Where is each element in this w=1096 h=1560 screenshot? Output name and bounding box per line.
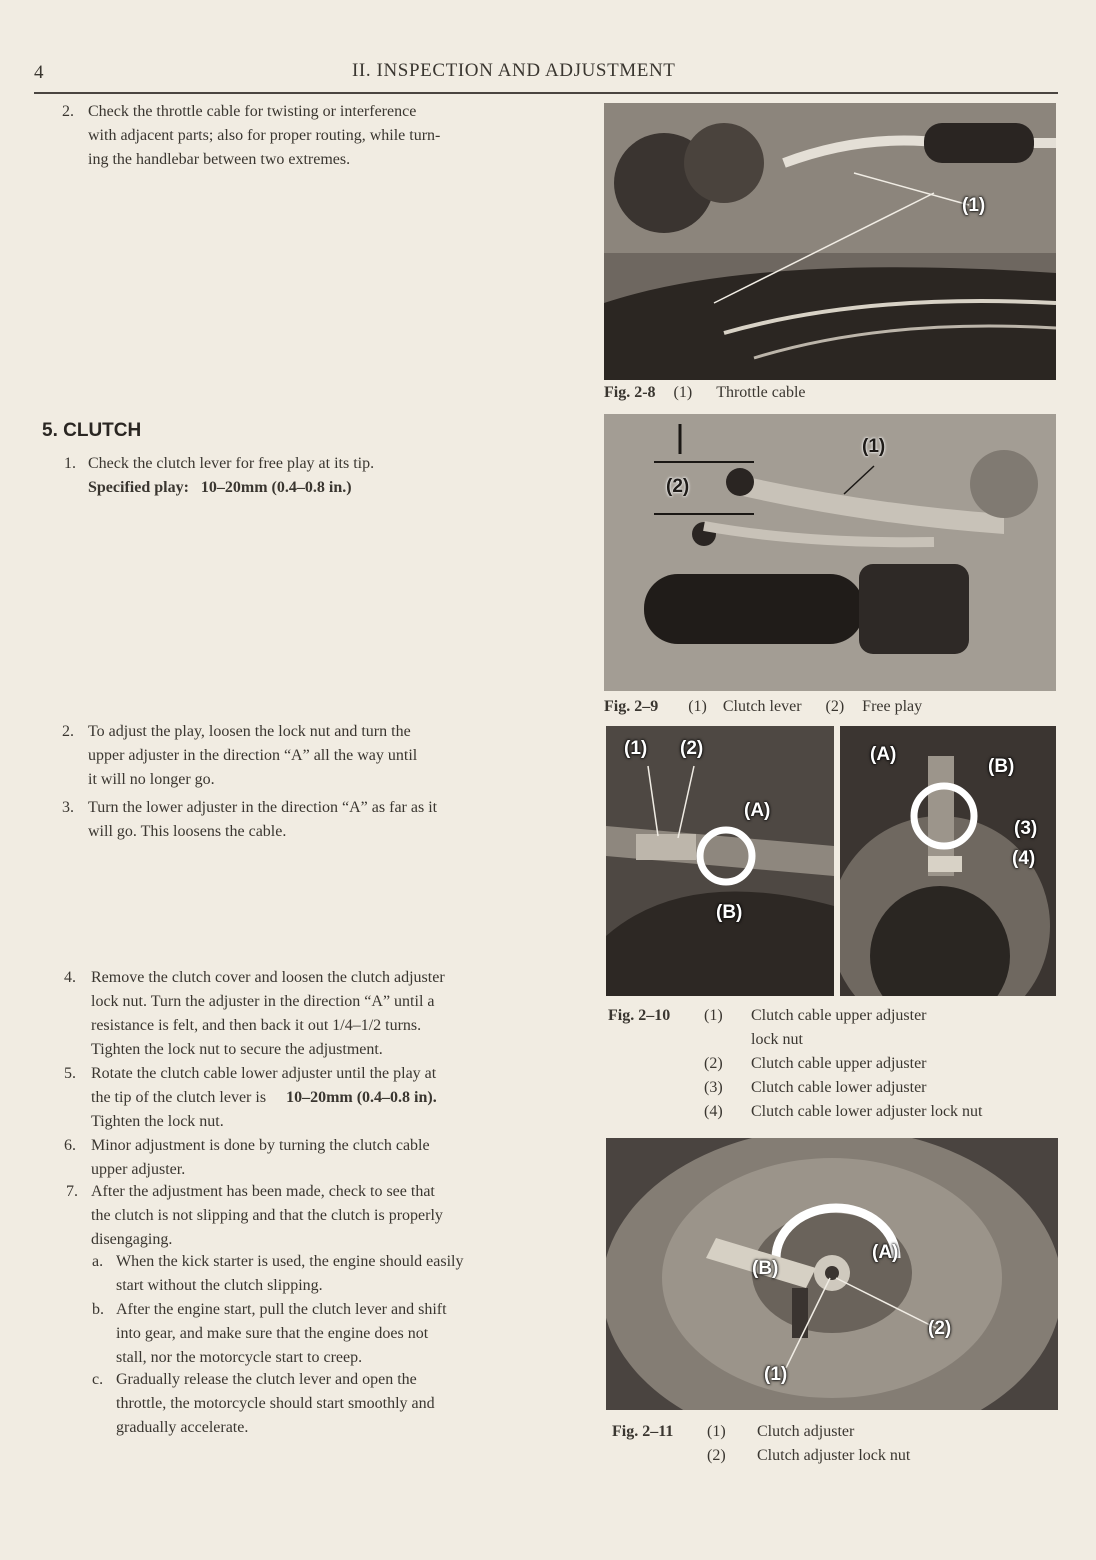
step-4-text [91, 966, 546, 1062]
text-line: After the adjustment has been made, check to see that [91, 1183, 435, 1200]
callout-label: (1) [962, 195, 986, 216]
step-6-text [91, 1134, 546, 1182]
text-line: lock nut. Turn the adjuster in the direction “A” until a [91, 993, 435, 1010]
callout-label: (B) [988, 756, 1015, 777]
callout-label: (1) [624, 738, 648, 759]
caption-item-text: Clutch cable lower adjuster [751, 1079, 927, 1096]
photo-clutch-adjuster-drawing [606, 1138, 1058, 1410]
caption-item-number: (4) [704, 1103, 723, 1120]
callout-label: (1) [862, 436, 886, 457]
callout-label: (A) [870, 744, 897, 765]
caption-item-number: (2) [825, 698, 845, 715]
text-line: Minor adjustment is done by turning the clutch cable [91, 1137, 430, 1154]
caption-fig-2-8 [604, 381, 806, 405]
step-2-text [88, 720, 543, 792]
callout-label: (2) [928, 1318, 952, 1339]
step-7-number: 7. [66, 1183, 78, 1200]
sub-a-text [116, 1250, 546, 1298]
spec-value: 10–20mm (0.4–0.8 in.) [200, 479, 352, 496]
sub-a-letter: a. [92, 1253, 104, 1270]
section-title: 5. CLUTCH [42, 420, 142, 441]
caption-item-number: (1) [707, 1423, 726, 1440]
photo-clutch-lever [604, 414, 1056, 691]
figure-number: Fig. 2–10 [608, 1007, 671, 1024]
step-1-text [88, 452, 543, 500]
header-rule [34, 92, 1058, 94]
step-2-number: 2. [62, 723, 74, 740]
caption-item-text: Clutch adjuster [757, 1423, 855, 1440]
callout-label: (A) [872, 1242, 899, 1263]
step-3-number: 3. [62, 799, 74, 816]
text-line: upper adjuster in the direction “A” all the way until [88, 747, 418, 764]
text-line: upper adjuster. [91, 1161, 186, 1178]
spec-label: Specified play: [88, 479, 189, 496]
spec-line [88, 476, 543, 500]
text-line: it will no longer go. [88, 771, 215, 788]
text-line: resistance is felt, and then back it out 1/4–1/2 turns. [91, 1017, 422, 1034]
text-line: When the kick starter is used, the engine should easily [116, 1253, 464, 1270]
photo-clutch-lever-drawing [604, 414, 1056, 691]
photo-upper-adjuster-drawing [606, 726, 834, 996]
figure-number: Fig. 2–9 [604, 698, 659, 715]
text-line: Turn the lower adjuster in the direction “A” as far as it [88, 799, 438, 816]
text-line: throttle, the motorcycle should start smoothly and [116, 1395, 435, 1412]
caption-item-text: Clutch lever [722, 698, 802, 715]
caption-item-text: Clutch cable upper adjuster [751, 1055, 927, 1072]
caption-item-number: (1) [688, 698, 707, 715]
caption-item-text: Clutch cable lower adjuster lock nut [751, 1103, 983, 1120]
running-head: II. INSPECTION AND ADJUSTMENT [352, 60, 676, 81]
step-2a-text [88, 100, 543, 172]
caption-item-text: Free play [862, 698, 923, 715]
text-line: Gradually release the clutch lever and open the [116, 1371, 417, 1388]
photo-throttle-cable-drawing [604, 103, 1056, 380]
text-line: ing the handlebar between two extremes. [88, 151, 351, 168]
step-3-text [88, 796, 543, 844]
step-6-number: 6. [64, 1137, 76, 1154]
sub-c-text [116, 1368, 546, 1440]
caption-item-number: (3) [704, 1079, 723, 1096]
text-line: Check the clutch lever for free play at its tip. [88, 455, 375, 472]
callout-label: (3) [1014, 818, 1038, 839]
callout-label: (2) [680, 738, 704, 759]
callout-label: (A) [744, 800, 771, 821]
text-span: the tip of the clutch lever is [91, 1089, 267, 1106]
text-line: To adjust the play, loosen the lock nut and turn the [88, 723, 411, 740]
text-line: After the engine start, pull the clutch lever and shift [116, 1301, 447, 1318]
step-7-text [91, 1180, 546, 1252]
step-5-text [91, 1062, 556, 1134]
spec-value-inline: 10–20mm (0.4–0.8 in). [286, 1089, 437, 1106]
text-line: gradually accelerate. [116, 1419, 249, 1436]
step-5-number: 5. [64, 1065, 76, 1082]
step-4-number: 4. [64, 969, 76, 986]
caption-item-text: Clutch cable upper adjuster [751, 1007, 927, 1024]
callout-label: (1) [764, 1364, 788, 1385]
photo-clutch-adjuster [606, 1138, 1058, 1410]
photo-throttle-cable [604, 103, 1056, 380]
figure-number: Fig. 2-8 [604, 384, 656, 401]
callout-label: (B) [716, 902, 743, 923]
text-line: stall, nor the motorcycle start to creep. [116, 1349, 363, 1366]
sub-c-letter: c. [92, 1371, 104, 1388]
callout-label: (2) [666, 476, 690, 497]
text-line: Tighten the lock nut. [91, 1113, 224, 1130]
text-line: Rotate the clutch cable lower adjuster until the play at [91, 1065, 437, 1082]
page-number: 4 [34, 62, 44, 83]
callout-label: (4) [1012, 848, 1036, 869]
step-1-number: 1. [64, 455, 76, 472]
sub-b-letter: b. [92, 1301, 104, 1318]
photo-lower-adjuster [840, 726, 1056, 996]
text-line: into gear, and make sure that the engine does not [116, 1325, 429, 1342]
step-2a-number: 2. [62, 103, 74, 120]
caption-item-number: (1) [704, 1007, 723, 1024]
caption-fig-2-9 [604, 695, 922, 719]
figure-number: Fig. 2–11 [612, 1423, 674, 1440]
caption-item-text: Clutch adjuster lock nut [757, 1447, 911, 1464]
text-line: will go. This loosens the cable. [88, 823, 287, 840]
text-line [91, 1086, 556, 1110]
sub-b-text [116, 1298, 546, 1370]
caption-item-number: (1) [673, 384, 693, 401]
text-line: start without the clutch slipping. [116, 1277, 323, 1294]
caption-item-text: lock nut [751, 1031, 803, 1048]
text-line: Tighten the lock nut to secure the adjustment. [91, 1041, 383, 1058]
text-line: Check the throttle cable for twisting or interference [88, 103, 417, 120]
caption-item-text: Throttle cable [716, 384, 806, 401]
callout-label: (B) [752, 1258, 779, 1279]
text-line: the clutch is not slipping and that the clutch is properly [91, 1207, 443, 1224]
photo-upper-adjuster [606, 726, 834, 996]
caption-item-number: (2) [704, 1055, 723, 1072]
text-line: disengaging. [91, 1231, 173, 1248]
text-line: Remove the clutch cover and loosen the clutch adjuster [91, 969, 445, 986]
text-line: with adjacent parts; also for proper routing, while turn- [88, 127, 441, 144]
caption-item-number: (2) [707, 1447, 726, 1464]
